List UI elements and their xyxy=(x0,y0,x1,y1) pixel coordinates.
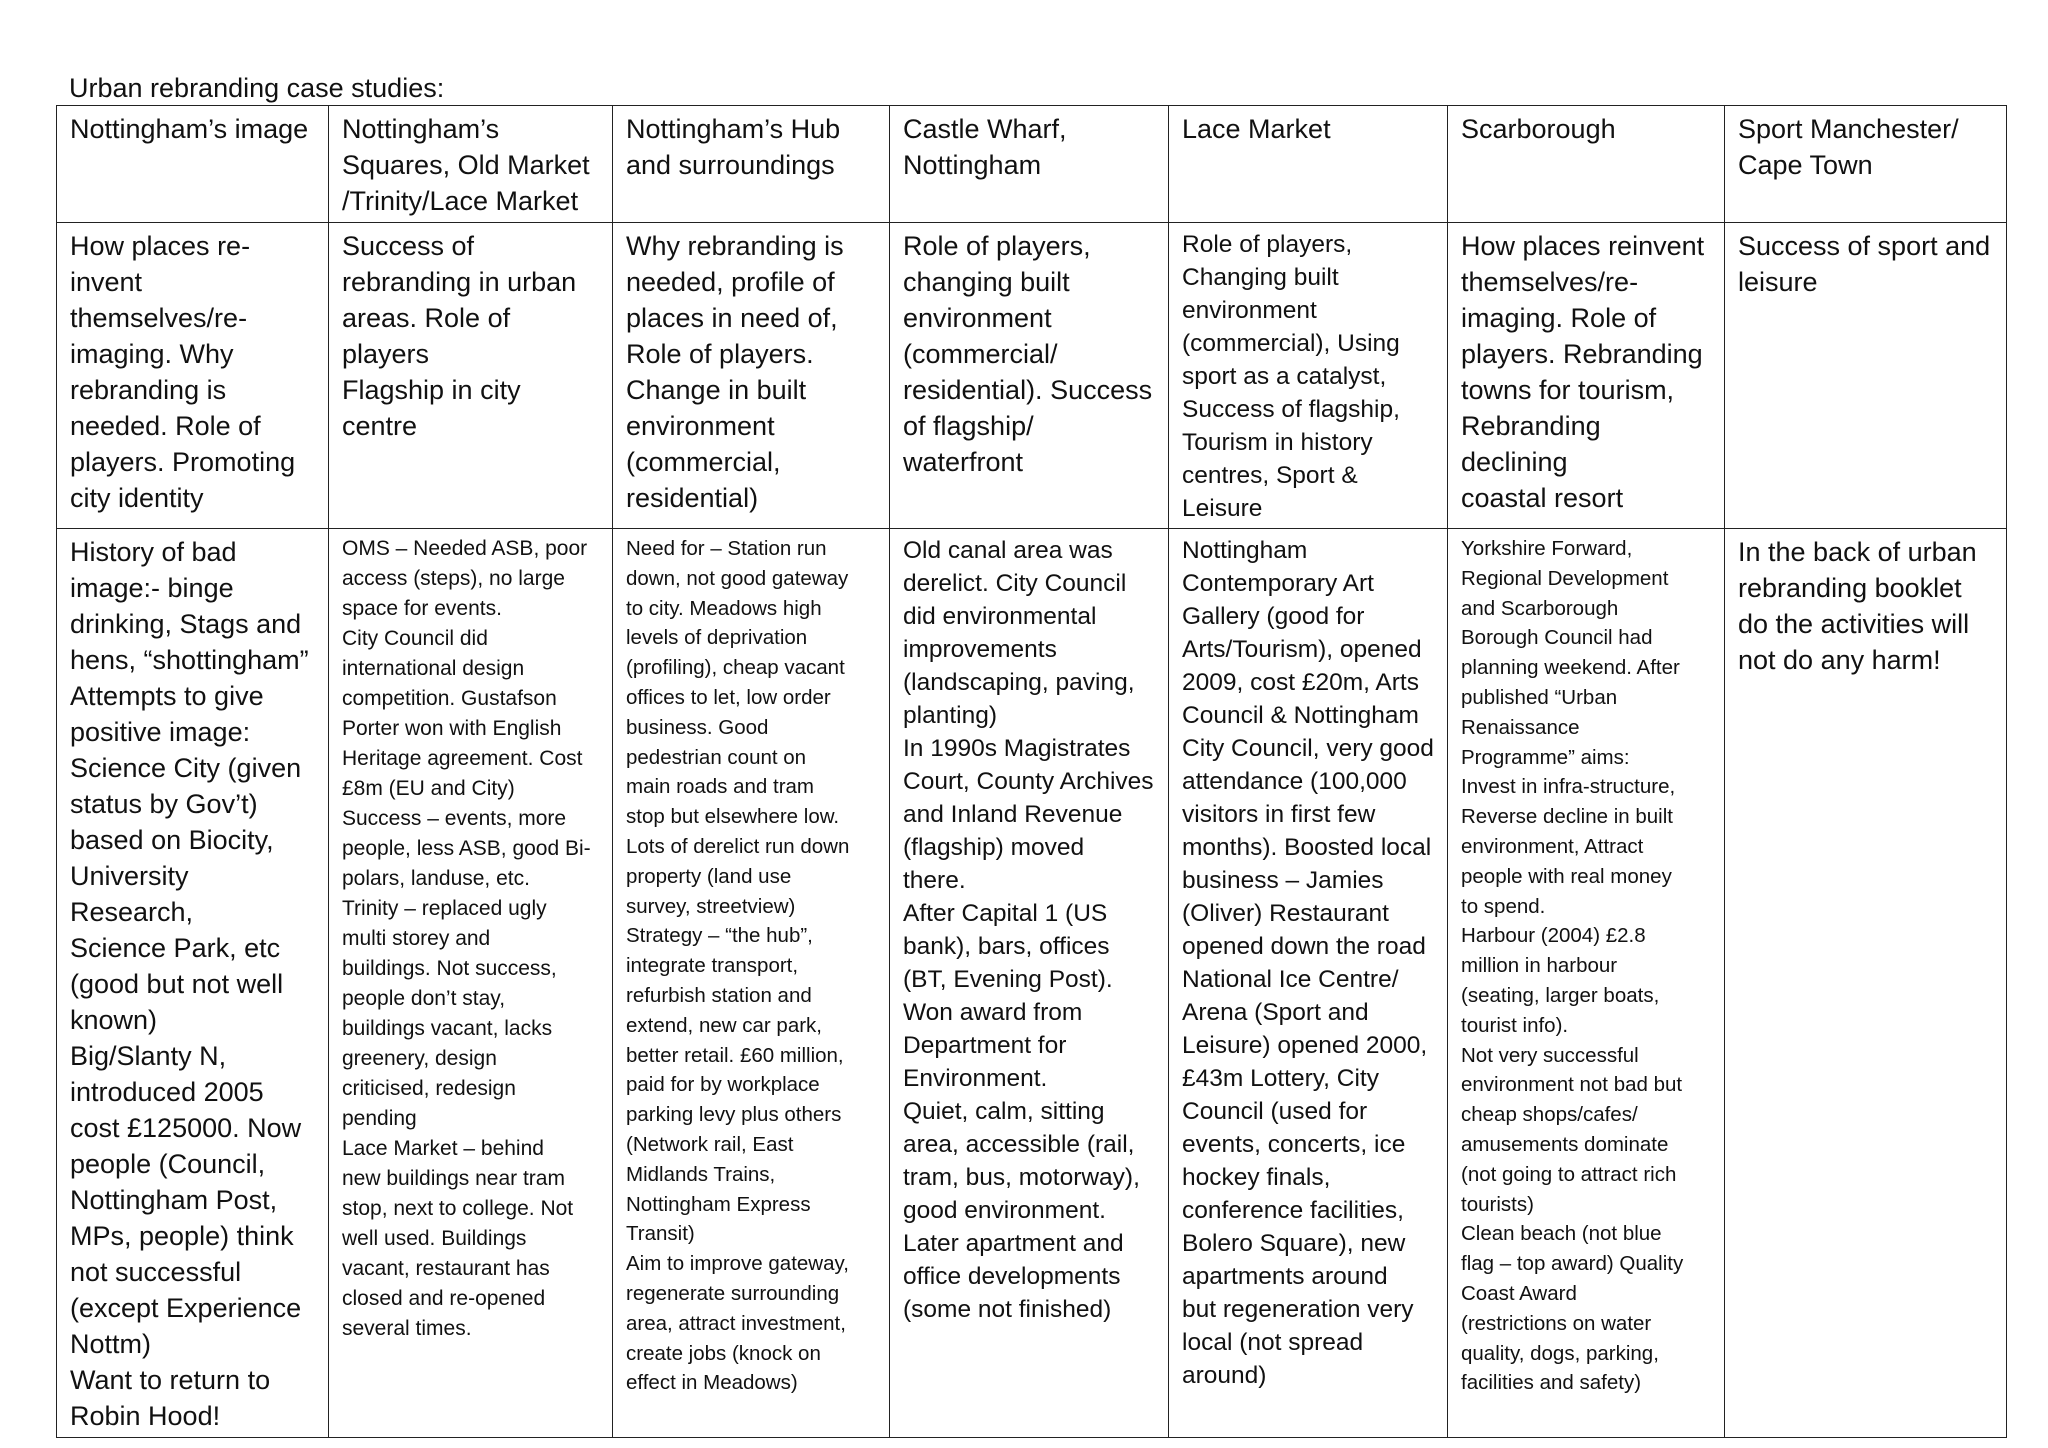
table-cell xyxy=(329,529,613,1438)
header-cell xyxy=(57,106,329,223)
table-cell xyxy=(890,529,1169,1438)
table-cell xyxy=(613,529,890,1438)
header-nottingham-hub: Nottingham’s Hub and surroundings xyxy=(626,114,841,180)
table-row xyxy=(57,529,2007,1438)
header-nottingham-squares: Nottingham’s Squares, Old Market /Trinity/Lace Market xyxy=(342,114,590,216)
detail-castle-wharf: Old canal area was derelict. City Council did environmental improvements (landscaping, paving, planting) In 1990s Magistrates Court, County Archives and Inland Revenue (flagship) moved there. After Capital 1 (US bank), bars, offices (BT, Evening Post). Won award from Department for Environment. Quiet, calm, sitting area, accessible (rail, tram, bus, motorway), good environment. Later apartment and office developments (some not finished) xyxy=(903,537,1154,1323)
header-lace-market: Lace Market xyxy=(1182,114,1331,144)
focus-nottingham-squares: Success of rebranding in urban areas. Role of players Flagship in city centre xyxy=(342,231,577,441)
header-nottingham-image: Nottingham’s image xyxy=(70,114,309,144)
table-cell xyxy=(613,223,890,529)
header-cell xyxy=(890,106,1169,223)
focus-sport-manchester: Success of sport and leisure xyxy=(1738,231,1991,297)
table-cell xyxy=(1169,529,1448,1438)
focus-castle-wharf: Role of players, changing built environment (commercial/ residential). Success of flagship/ waterfront xyxy=(903,231,1153,477)
detail-nottingham-image: History of bad image:- binge drinking, Stags and hens, “shottingham” Attempts to give positive image: Science City (given status by Gov’t) based on Biocity, University Research, Science Park, etc (good but not well known) Big/Slanty N, introduced 2005 cost £125000. Now people (Council, Nottingham Post, MPs, people) think not successful (except Experience Nottm) Want to return to Robin Hood! xyxy=(70,537,309,1431)
table-cell xyxy=(1725,529,2007,1438)
table-cell xyxy=(1169,223,1448,529)
header-cell xyxy=(1725,106,2007,223)
table-header-row xyxy=(57,106,2007,223)
focus-nottingham-image: How places re- invent themselves/re- imaging. Why rebranding is needed. Role of players. Promoting city identity xyxy=(70,231,296,513)
detail-scarborough: Yorkshire Forward, Regional Development and Scarborough Borough Council had planning weekend. After published “Urban Renaissance Programme” aims: Invest in infra-structure, Reverse decline in built environment, Attract people with real money to spend. Harbour (2004) £2.8 million in harbour (seating, larger boats, tourist info). Not very successful environment not bad but cheap shops/cafes/ amusements dominate (not going to attract rich tourists) Clean beach (not blue flag – top award) Quality Coast Award (restrictions on water quality, dogs, parking, facilities and safety) xyxy=(1461,537,1684,1395)
header-castle-wharf: Castle Wharf, Nottingham xyxy=(903,114,1067,180)
case-studies-table xyxy=(56,105,2007,1438)
header-cell xyxy=(613,106,890,223)
table-cell xyxy=(57,529,329,1438)
header-cell xyxy=(1448,106,1725,223)
focus-scarborough: How places reinvent themselves/re- imaging. Role of players. Rebranding towns for tourism, Rebranding declining coastal resort xyxy=(1461,231,1705,513)
header-scarborough: Scarborough xyxy=(1461,114,1616,144)
header-cell xyxy=(329,106,613,223)
detail-nottingham-squares: OMS – Needed ASB, poor access (steps), no large space for events. City Council did international design competition. Gustafson Porter won with English Heritage agreement. Cost £8m (EU and City) Success – events, more people, less ASB, good Bi- polars, landuse, etc. Trinity – replaced ugly multi storey and buildings. Not success, people don’t stay, buildings vacant, lacks greenery, design criticised, redesign pending Lace Market – behind new buildings near tram stop, next to college. Not well used. Buildings vacant, restaurant has closed and re-opened several times. xyxy=(342,537,591,1340)
detail-lace-market: Nottingham Contemporary Art Gallery (good for Arts/Tourism), opened 2009, cost £20m, Arts Council & Nottingham City Council, very good attendance (100,000 visitors in first few months). Boosted local business – Jamies (Oliver) Restaurant opened down the road National Ice Centre/ Arena (Sport and Leisure) opened 2000, £43m Lottery, City Council (used for events, concerts, ice hockey finals, conference facilities, Bolero Square), new apartments around but regeneration very local (not spread around) xyxy=(1182,537,1434,1389)
table-cell xyxy=(890,223,1169,529)
focus-nottingham-hub: Why rebranding is needed, profile of places in need of, Role of players. Change in built environment (commercial, residential) xyxy=(626,231,844,513)
table-cell xyxy=(1448,223,1725,529)
table-cell xyxy=(1448,529,1725,1438)
page-title: Urban rebranding case studies: xyxy=(69,73,445,103)
header-sport-manchester: Sport Manchester/ Cape Town xyxy=(1738,114,1959,180)
focus-lace-market: Role of players, Changing built environment (commercial), Using sport as a catalyst, Success of flagship, Tourism in history centres, Sport & Leisure xyxy=(1182,231,1400,522)
detail-sport-manchester: In the back of urban rebranding booklet do the activities will not do any harm! xyxy=(1738,537,1977,675)
table-row xyxy=(57,223,2007,529)
table-cell xyxy=(329,223,613,529)
header-cell xyxy=(1169,106,1448,223)
table-cell xyxy=(1725,223,2007,529)
detail-nottingham-hub: Need for – Station run down, not good gateway to city. Meadows high levels of deprivation (profiling), cheap vacant offices to let, low order business. Good pedestrian count on main roads and tram stop but elsewhere low. Lots of derelict run down property (land use survey, streetview) Strategy – “the hub”, integrate transport, refurbish station and extend, new car park, better retail. £60 million, paid for by workplace parking levy plus others (Network rail, East Midlands Trains, Nottingham Express Transit) Aim to improve gateway, regenerate surrounding area, attract investment, create jobs (knock on effect in Meadows) xyxy=(626,537,850,1395)
table-cell xyxy=(57,223,329,529)
